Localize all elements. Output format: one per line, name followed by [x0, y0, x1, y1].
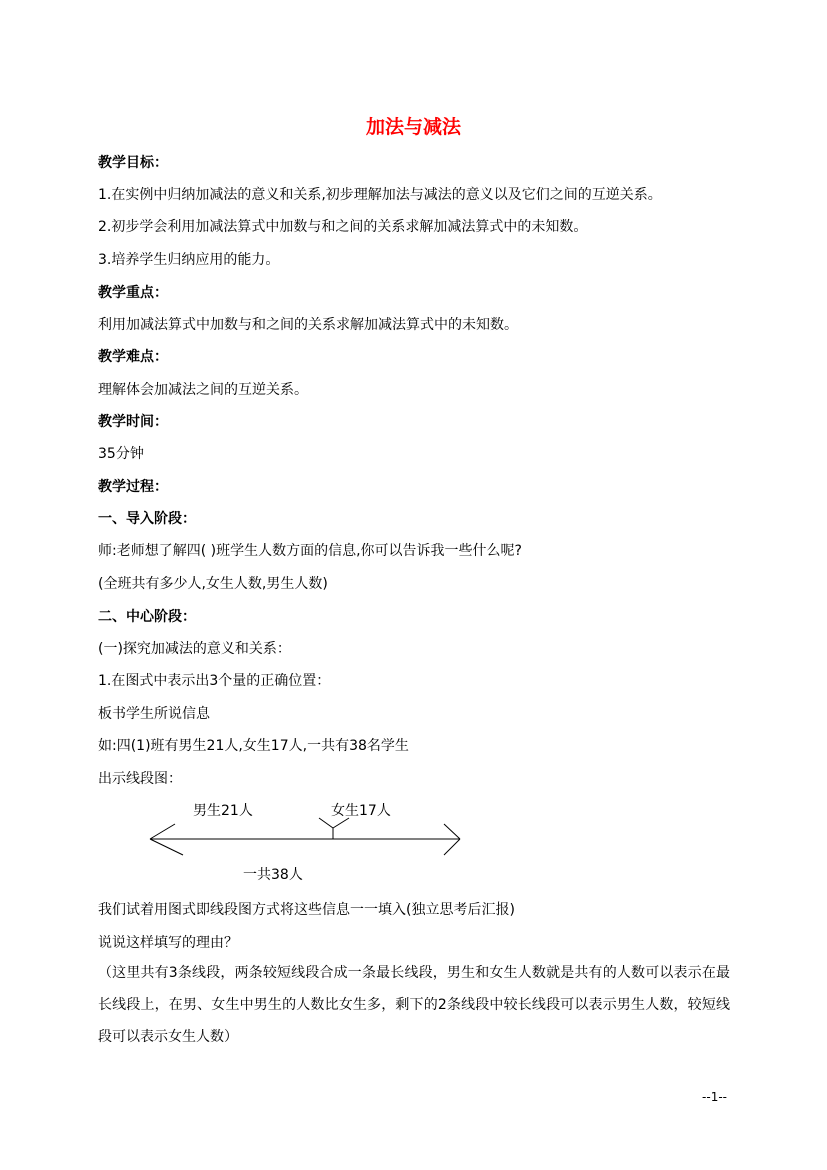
stage2-heading: 二、中心阶段：	[98, 609, 196, 625]
stage1-answer: (全班共有多少人,女生人数,男生人数)	[98, 576, 328, 592]
difficulty-text: 理解体会加减法之间的互逆关系。	[98, 382, 308, 398]
total-label: 一共38人	[243, 867, 303, 883]
left-lower-bracket	[150, 839, 183, 855]
board-note: 板书学生所说信息	[98, 706, 210, 722]
stage2-subheading: (一)探究加减法的意义和关系：	[98, 641, 291, 657]
reason-question: 说说这样填写的理由？	[98, 935, 238, 951]
segment-diagram	[145, 795, 475, 890]
goal-heading: 教学目标：	[98, 155, 168, 171]
middle-right-tick	[333, 818, 349, 828]
goal-item-3: 3.培养学生归纳应用的能力。	[98, 252, 280, 268]
page-number: --1--	[702, 1090, 727, 1104]
left-upper-bracket	[150, 824, 175, 839]
process-heading: 教学过程：	[98, 479, 168, 495]
key-heading: 教学重点：	[98, 285, 168, 301]
time-heading: 教学时间：	[98, 414, 168, 430]
difficulty-heading: 教学难点：	[98, 349, 168, 365]
stage1-question: 师:老师想了解四( )班学生人数方面的信息,你可以告诉我一些什么呢?	[98, 543, 522, 559]
middle-left-tick	[319, 818, 333, 828]
right-upper-bracket	[444, 824, 460, 839]
fill-in-text: 我们试着用图式即线段图方式将这些信息一一填入(独立思考后汇报)	[98, 902, 515, 918]
document-title: 加法与减法	[365, 116, 461, 138]
right-lower-bracket	[444, 839, 460, 855]
show-diagram-text: 出示线段图：	[98, 771, 182, 787]
girls-label: 女生17人	[331, 803, 391, 819]
key-text: 利用加减法算式中加数与和之间的关系求解加减法算式中的未知数。	[98, 317, 518, 333]
goal-item-2: 2.初步学会利用加减法算式中加数与和之间的关系求解加减法算式中的未知数。	[98, 219, 588, 235]
reason-answer: （这里共有3条线段，两条较短线段合成一条最长线段，男生和女生人数就是共有的人数可以表示在最长线段上，在男、女生中男生的人数比女生多，剩下的2条线段中较长线段可以表示男生人数，较短线段可以表示女生人数）	[98, 965, 730, 1045]
goal-item-1: 1.在实例中归纳加减法的意义和关系,初步理解加法与减法的意义以及它们之间的互逆关系。	[98, 187, 662, 203]
example-text: 如:四(1)班有男生21人,女生17人,一共有38名学生	[98, 738, 409, 754]
stage1-heading: 一、导入阶段：	[98, 511, 196, 527]
stage2-item-1: 1.在图式中表示出3个量的正确位置：	[98, 673, 331, 689]
time-text: 35分钟	[98, 446, 144, 462]
boys-label: 男生21人	[193, 803, 253, 819]
